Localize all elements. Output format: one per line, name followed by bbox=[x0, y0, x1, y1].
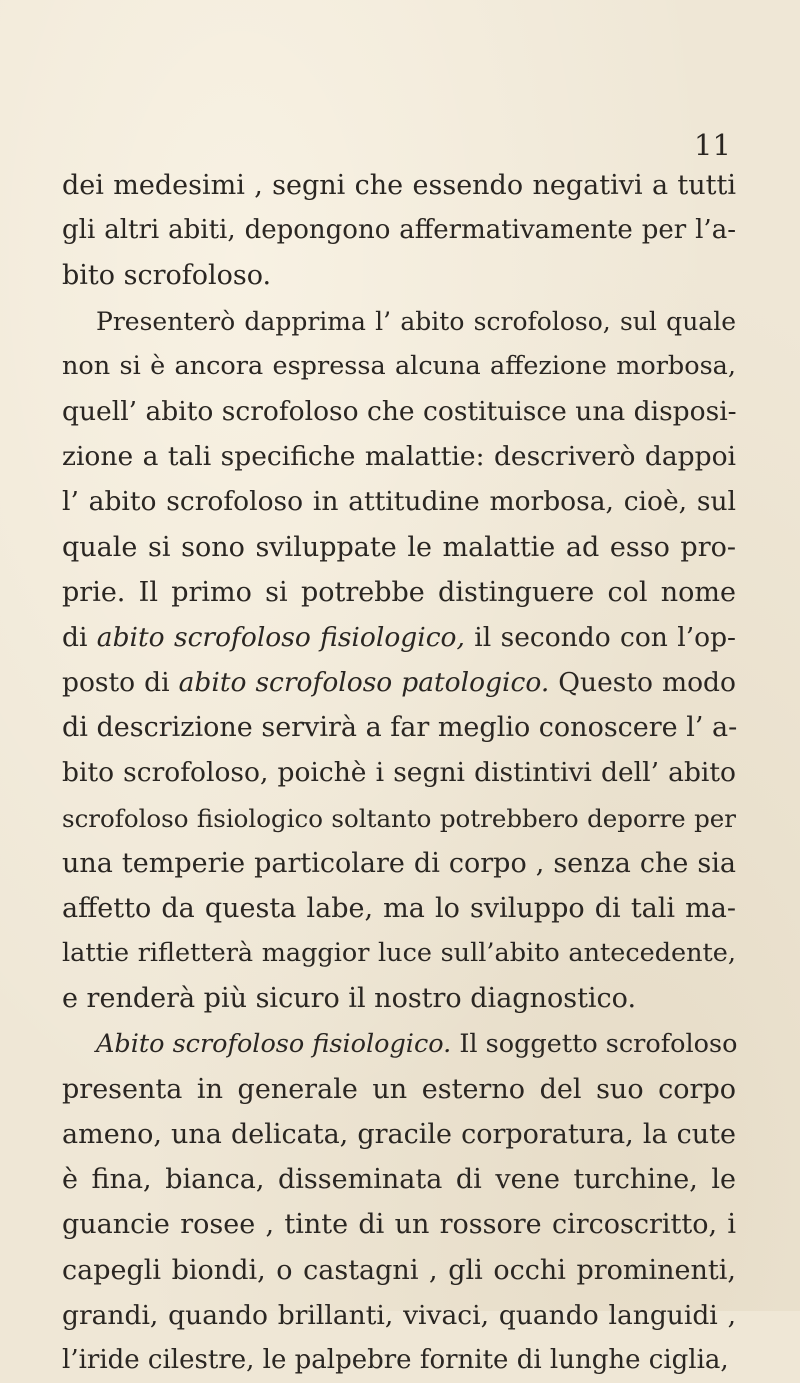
text-line: dei medesimi , segni che essendo negativi a tutti bbox=[62, 170, 736, 201]
text-line: di descrizione servirà a far meglio conoscere l’ a- bbox=[62, 712, 738, 744]
text-line: e renderà più sicuro il nostro diagnostico. bbox=[62, 983, 637, 1015]
text-line: l’ abito scrofoloso in attitudine morbosa, cioè, sul bbox=[62, 486, 736, 518]
text-line: guancie rosee , tinte di un rossore circoscritto, i bbox=[62, 1209, 736, 1241]
text-line: ameno, una delicata, gracile corporatura, la cute bbox=[62, 1118, 736, 1150]
text-line: prie. Il primo si potrebbe distinguere col nome bbox=[62, 576, 736, 608]
text-line: capegli biondi, o castagni , gli occhi prominenti, bbox=[62, 1254, 736, 1286]
italic-term: abito scrofoloso fisiologico, bbox=[96, 621, 465, 653]
text-line bbox=[62, 660, 736, 705]
text-run: posto di bbox=[62, 667, 179, 699]
text-line: grandi, quando brillanti, vivaci, quando languidi , bbox=[62, 1299, 736, 1331]
text-line: lattie rifletterà maggior luce sull’abito antecedente, bbox=[62, 938, 736, 969]
text-line bbox=[62, 1022, 736, 1067]
text-line: quale si sono sviluppate le malattie ad esso pro- bbox=[62, 531, 736, 563]
text-line: bito scrofoloso, poichè i segni distintivi dell’ abito bbox=[62, 757, 736, 789]
text-line: zione a tali specifiche malattie: descriverò dappoi bbox=[62, 441, 736, 473]
text-line: gli altri abiti, depongono affermativamente per l’a- bbox=[62, 215, 736, 246]
page-number: 11 bbox=[694, 128, 731, 162]
text-run: il secondo con l’op- bbox=[464, 621, 737, 653]
section-heading: Abito scrofoloso fisiologico. bbox=[96, 1028, 452, 1059]
text-line: scrofoloso fisiologico soltanto potrebbero deporre per bbox=[62, 803, 736, 833]
text-line: affetto da questa labe, ma lo sviluppo di tali ma- bbox=[62, 893, 736, 924]
text-line: bito scrofoloso. bbox=[62, 260, 272, 292]
text-run: Il soggetto scrofoloso bbox=[451, 1028, 738, 1059]
text-line: una temperie particolare di corpo , senza che sia bbox=[62, 847, 736, 879]
italic-term: abito scrofoloso patologico. bbox=[178, 667, 550, 699]
text-line: l’iride cilestre, le palpebre fornite di lunghe ciglia, bbox=[62, 1344, 729, 1375]
text-line bbox=[62, 615, 736, 660]
text-line: presenta in generale un esterno del suo corpo bbox=[62, 1073, 736, 1105]
text-line: quell’ abito scrofoloso che costituisce una disposi- bbox=[62, 395, 737, 427]
body-text bbox=[62, 163, 736, 1383]
text-line: è fina, bianca, disseminata di vene turchine, le bbox=[62, 1164, 736, 1196]
text-run: di bbox=[62, 621, 97, 653]
text-line: Presenterò dapprima l’ abito scrofoloso, sul quale bbox=[96, 306, 736, 336]
text-run: Questo modo bbox=[549, 667, 736, 699]
text-line: non si è ancora espressa alcuna affezione morbosa, bbox=[62, 350, 736, 381]
